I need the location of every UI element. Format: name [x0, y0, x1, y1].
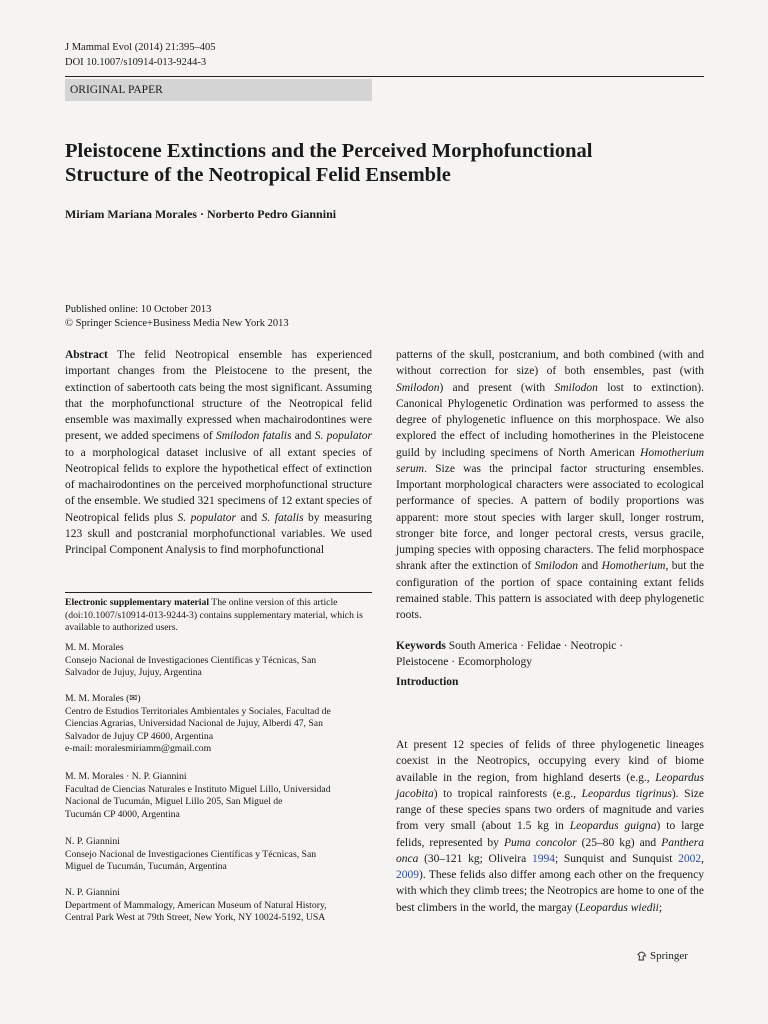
affiliation-line: Salvador de Jujuy CP 4600, Argentina: [65, 730, 213, 742]
esm-heading: Electronic supplementary material: [65, 597, 210, 608]
affiliation-line: Facultad de Ciencias Naturales e Instituto Miguel Lillo, Universidad: [65, 783, 331, 795]
species-name: Smilodon: [534, 560, 579, 573]
affiliation-line: Miguel de Tucumán, Tucumán, Argentina: [65, 861, 227, 872]
introduction-body: [396, 737, 704, 916]
abstract-left-column: [65, 347, 372, 558]
species-name: Leopardus tigrinus: [581, 787, 672, 800]
affiliation-names: N. P. Giannini: [65, 836, 120, 847]
affiliation-names: M. M. Morales: [65, 642, 124, 653]
abstract-text: ) and present (with: [439, 381, 555, 394]
abstract-right-column: [396, 347, 704, 623]
published-date: Published online: 10 October 2013: [65, 304, 212, 315]
affiliation-names: N. P. Giannini: [65, 887, 120, 898]
species-name: Leopardus guigna: [569, 820, 657, 833]
species-name: Panthera onca: [396, 836, 704, 865]
email-link[interactable]: e-mail: moralesmiriamm@gmail.com: [65, 743, 212, 754]
abstract-text: lost to extinction). Canonical Phylogenetic Ordination was performed to assess the degree of phylogenetic influence on this morphospace. We also explored the effect of including homotherines in the Pleistocene guild by including specimens of North American: [396, 381, 704, 459]
abstract-text: and: [236, 511, 262, 524]
abstract-heading: Abstract: [65, 349, 108, 361]
springer-horse-icon: [637, 951, 647, 961]
publisher-footer: [637, 950, 688, 962]
affiliation-block: [65, 693, 372, 756]
intro-text: ;: [658, 901, 663, 914]
intro-text: ,: [701, 852, 705, 865]
publisher-name: Springer: [650, 950, 688, 962]
affiliation-line: Consejo Nacional de Investigaciones Científicas y Técnicas, San: [65, 654, 317, 666]
keywords-text: Pleistocene · Ecomorphology: [396, 656, 533, 669]
article-title: [65, 139, 665, 187]
supplementary-note: [65, 597, 372, 635]
intro-text: ). Size range of these species spans two orders of magnitude and varies from very small (about 1.5 kg in: [396, 787, 704, 833]
species-name: Puma concolor: [503, 836, 577, 849]
species-name: Smilodon: [396, 381, 440, 394]
title-line-1: Pleistocene Extinctions and the Perceived Morphofunctional: [65, 140, 593, 162]
species-name: Smilodon: [554, 381, 598, 394]
affiliation-block: [65, 836, 372, 874]
intro-text: (30–121 kg; Oliveira: [418, 852, 532, 865]
affiliation-line: Tucumán CP 4000, Argentina: [65, 808, 180, 820]
affiliation-line: Central Park West at 79th Street, New York, NY 10024-5192, USA: [65, 912, 326, 923]
publication-info: [65, 303, 289, 331]
abstract-text: and: [291, 430, 315, 443]
abstract-text: to a morphological dataset inclusive of all extant species of Neotropical felids to explore the hypothetical effect of extinction of machairodontines on the perceived morphofunctional structure of the ensemble. We studied 321 specimens of 12 extant species of Neotropical felids plus: [65, 446, 372, 524]
affiliation-block: [65, 642, 372, 680]
abstract-text: , but the configuration of the portion of space containing extant felids remained stable. This pattern is associated with deep phylogenetic roots.: [396, 560, 704, 621]
affiliation-names: M. M. Morales · N. P. Giannini: [65, 771, 187, 782]
affiliation-names: M. M. Morales (✉): [65, 693, 141, 704]
intro-text: ) to large felids, represented by: [396, 820, 704, 849]
abstract-text: The felid Neotropical ensemble has experienced important changes from the Pleistocene to the present, the extinction of sabertooth cats being the most significant. Assuming that the morphofunctional structure of the Neotropical felid ensemble was maximally expressed when machairodontines were present, we added specimens of: [65, 349, 372, 443]
species-name: Smilodon fatalis: [215, 430, 292, 443]
affiliation-line: Consejo Nacional de Investigaciones Científicas y Técnicas, San: [65, 848, 317, 860]
abstract-text: patterns of the skull, postcranium, and both combined (with and without correction for size) of both ensembles, past (with: [396, 349, 704, 378]
affiliation-line: Centro de Estudios Territoriales Ambientales y Sociales, Facultad de: [65, 705, 331, 717]
species-name: Homotherium: [601, 560, 666, 573]
affiliation-line: Ciencias Agrarias, Universidad Nacional de Jujuy, Alberdi 47, San: [65, 718, 323, 729]
paper-type-banner: ORIGINAL PAPER: [65, 79, 372, 101]
species-name: S. populator: [314, 430, 372, 443]
citation-link[interactable]: 2002: [678, 852, 702, 865]
journal-line: J Mammal Evol (2014) 21:395–405: [65, 42, 216, 53]
species-name: Leopardus wiedii: [579, 901, 659, 914]
doi-line: DOI 10.1007/s10914-013-9244-3: [65, 57, 207, 68]
abstract-text: and: [578, 560, 602, 573]
citation-link[interactable]: 2009: [396, 869, 419, 881]
affiliation-line: Department of Mammalogy, American Museum of Natural History,: [65, 899, 327, 911]
keywords-heading: Keywords: [396, 640, 446, 652]
intro-text: At present 12 species of felids of three phylogenetic lineages coexist in the Neotropics, occupying every kind of biome available in the region, from highland deserts (e.g.,: [396, 739, 704, 784]
intro-text: ) to tropical rainforests (e.g.,: [433, 787, 582, 800]
citation-link[interactable]: 1994: [531, 852, 555, 865]
title-line-2: Structure of the Neotropical Felid Ensemble: [65, 164, 451, 186]
affiliation-line: Nacional de Tucumán, Miguel Lillo 205, San Miguel de: [65, 796, 283, 807]
keywords: [396, 638, 704, 671]
species-name: S. populator: [177, 511, 237, 524]
keywords-text: South America · Felidae · Neotropic ·: [445, 640, 624, 652]
introduction-heading: Introduction: [396, 676, 459, 688]
header-rule: [65, 76, 704, 77]
intro-text: (25–80 kg) and: [576, 836, 662, 849]
affiliation-block: [65, 771, 372, 821]
species-name: Homotherium serum: [396, 446, 704, 475]
journal-citation: [65, 40, 216, 70]
author-list: Miriam Mariana Morales · Norberto Pedro Giannini: [65, 207, 337, 221]
affiliation-block: [65, 887, 372, 925]
intro-text: ; Sunquist and Sunquist: [554, 852, 679, 865]
affiliation-line: Salvador de Jujuy, Jujuy, Argentina: [65, 667, 202, 678]
intro-text: ). These felids also differ among each other on the frequency with which they climb trees; the Neotropics are home to one of the best climbers in the world, the margay (: [396, 869, 704, 914]
footnote-rule: [65, 592, 372, 593]
copyright-line: © Springer Science+Business Media New York 2013: [65, 318, 289, 329]
abstract-text: by measuring 123 skull and postcranial morphofunctional variables. We used Principal Component Analysis to find morphofunctional: [65, 511, 372, 556]
abstract-text: . Size was the principal factor structuring ensembles. Important morphological characters were associated to ecological performance of species. A pattern of bodily proportions was apparent: more stout species with larger skull, longer rostrum, stronger bite force, and longer pectoral crests, versus gracile, jumping species with opposing characters. The felid morphospace shrank after the extinction of: [396, 462, 704, 573]
esm-text: The online version of this article (doi:10.1007/s10914-013-9244-3) contains supplementary material, which is available to authorized users.: [65, 597, 363, 633]
species-name: Leopardus jacobita: [396, 771, 704, 800]
species-name: S. fatalis: [261, 511, 304, 524]
